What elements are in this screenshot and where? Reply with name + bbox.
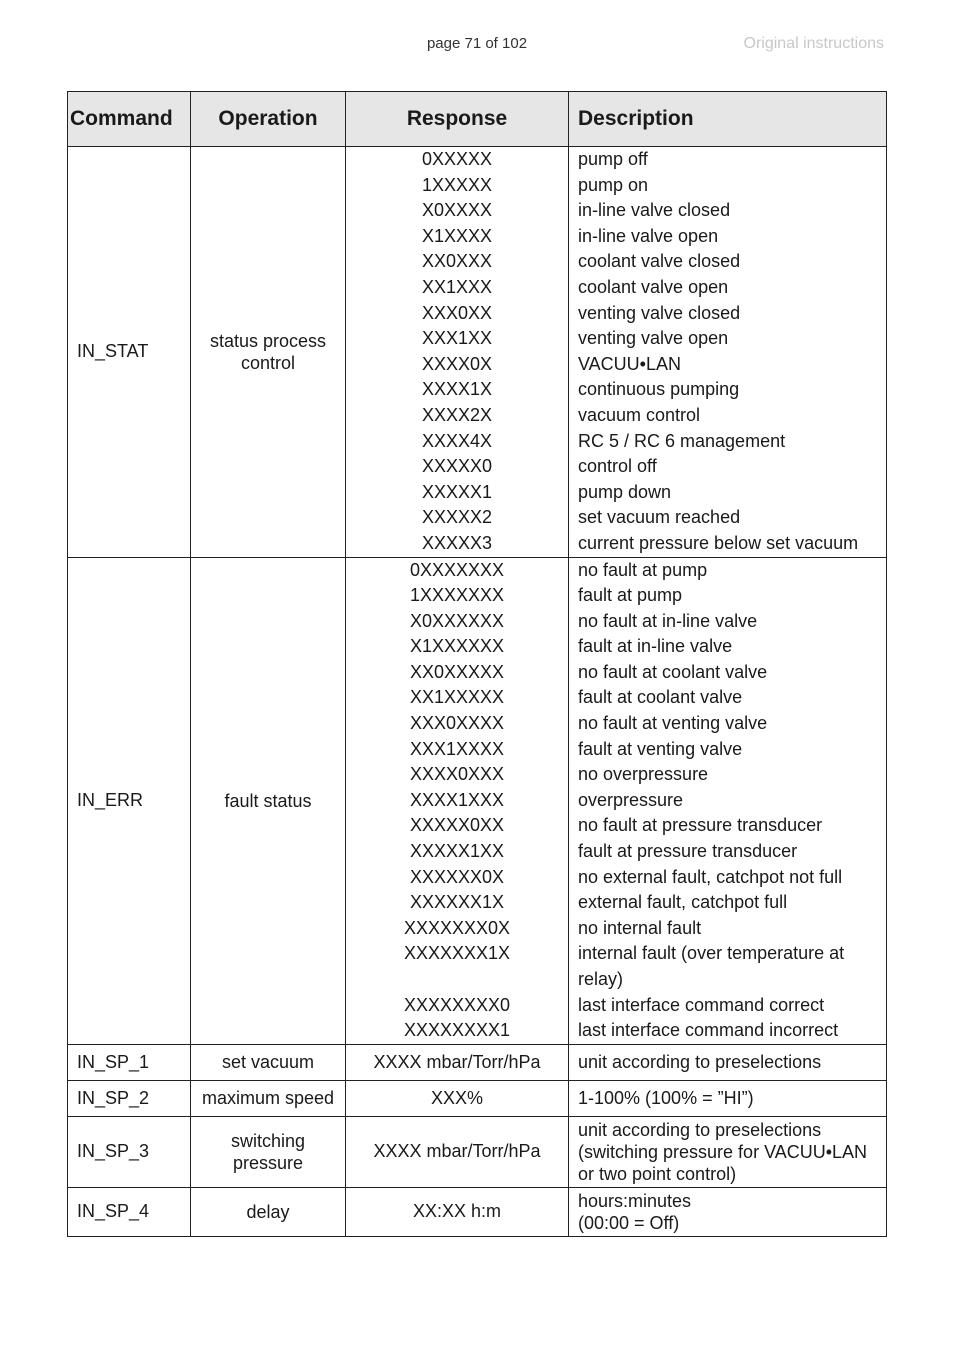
response-code: X0XXXXXX (409, 610, 505, 631)
operation-cell: delay (191, 1187, 346, 1236)
description-text: pump off (578, 149, 648, 169)
response-code: XX0XXX (421, 251, 493, 272)
response-code: 1XXXXX (421, 174, 493, 195)
operation-cell: fault status (191, 557, 346, 1044)
description-cell: 1-100% (100% = ”HI”) (569, 1080, 887, 1116)
response-code: XX1XXXXX (409, 687, 505, 708)
response-code: XXXXXXX1X (403, 943, 511, 964)
command-cell: IN_SP_2 (68, 1080, 191, 1116)
page-header (0, 35, 954, 55)
command-cell: IN_SP_1 (68, 1044, 191, 1080)
description-text: no internal fault (578, 917, 702, 938)
description-text: in-line valve closed (578, 200, 731, 221)
command-cell: IN_ERR (68, 557, 191, 1044)
table-row-in-err (68, 557, 887, 1044)
table-header-row (68, 92, 887, 147)
response-code: XX1XXX (421, 276, 493, 297)
response-code: XXXXXX0X (409, 866, 505, 887)
operation-cell: maximum speed (191, 1080, 346, 1116)
description-cell (569, 147, 887, 558)
description-text: no external fault, catchpot not full (578, 866, 843, 887)
page-number: page 71 of 102 (426, 35, 528, 52)
response-cell (346, 147, 569, 558)
description-text: coolant valve open (578, 276, 729, 297)
response-code: XXXXXXX0X (403, 917, 511, 938)
operation-text: status process control (209, 330, 327, 373)
response-code: XXXXXXXX0 (403, 994, 511, 1015)
description-text: fault at pressure transducer (578, 841, 798, 862)
column-header-description: Description (569, 92, 887, 147)
response-code: XXXXX1XX (409, 841, 505, 862)
column-header-operation: Operation (191, 92, 346, 147)
operation-cell (191, 147, 346, 558)
description-text: RC 5 / RC 6 management (578, 430, 786, 451)
response-code: XXXX4X (421, 430, 493, 451)
description-text: set vacuum reached (578, 507, 741, 528)
column-header-command: Command (68, 92, 191, 147)
response-code: XXXXX3 (421, 532, 493, 553)
description-text: pump on (578, 174, 649, 195)
response-cell: XX:XX h:m (346, 1187, 569, 1236)
response-code: XXXXX1 (421, 481, 493, 502)
column-header-response: Response (346, 92, 569, 147)
response-code: XXXXX0XX (409, 815, 505, 836)
response-code: 0XXXXX (421, 149, 493, 169)
response-cell: XXX% (346, 1080, 569, 1116)
table-row-in-sp-3 (68, 1116, 887, 1187)
response-code: XXXX2X (421, 404, 493, 425)
response-code: XXXX1X (421, 379, 493, 400)
description-text: pump down (578, 481, 672, 502)
description-text: (00:00 = Off) (578, 1212, 680, 1233)
response-code: 0XXXXXXX (409, 559, 505, 580)
response-code: XXXXX2 (421, 507, 493, 528)
description-text: no fault at venting valve (578, 713, 768, 734)
response-code: XXX1XXXX (409, 738, 505, 759)
command-table (67, 91, 887, 1237)
description-text: current pressure below set vacuum (578, 532, 859, 553)
description-text: control off (578, 456, 657, 477)
description-text: venting valve closed (578, 302, 741, 323)
response-code: X1XXXX (421, 225, 493, 246)
description-text: no fault at in-line valve (578, 610, 758, 631)
description-text: last interface command incorrect (578, 1020, 839, 1041)
document-label: Original instructions (743, 35, 884, 52)
description-text: no fault at coolant valve (578, 661, 768, 682)
response-code: XXXX1XXX (409, 789, 505, 810)
response-code: XXXXXX1X (409, 892, 505, 913)
table-row-in-sp-2 (68, 1080, 887, 1116)
table-row-in-sp-1 (68, 1044, 887, 1080)
response-code: 1XXXXXXX (409, 585, 505, 606)
description-text: internal fault (over temperature at relay) (578, 943, 845, 989)
response-code: XXXXXXXX1 (403, 1020, 511, 1041)
response-code: XXXX0X (421, 353, 493, 374)
description-text: VACUU•LAN (578, 353, 681, 374)
description-text: venting valve open (578, 328, 729, 349)
table-row-in-stat (68, 147, 887, 558)
description-text: external fault, catchpot full (578, 892, 788, 913)
table-row-in-sp-4 (68, 1187, 887, 1236)
operation-text: switching pressure (230, 1130, 306, 1173)
response-cell (346, 557, 569, 1044)
description-cell (569, 1116, 887, 1187)
response-code: XXXX0XXX (409, 764, 505, 785)
description-cell (569, 1187, 887, 1236)
response-code: X0XXXX (421, 200, 493, 221)
response-cell: XXXX mbar/Torr/hPa (346, 1044, 569, 1080)
response-code: XXX0XX (421, 302, 493, 323)
description-text: vacuum control (578, 404, 701, 425)
description-text: fault at pump (578, 585, 683, 606)
description-text: no fault at pump (578, 559, 708, 580)
description-cell: unit according to preselections (569, 1044, 887, 1080)
description-text: unit according to preselections (switching pressure for VACUU•LAN or two point control) (578, 1119, 868, 1184)
description-text: hours:minutes (578, 1190, 692, 1211)
response-code: X1XXXXXX (409, 636, 505, 657)
description-cell (569, 557, 887, 1044)
description-text: fault at venting valve (578, 738, 743, 759)
response-code: XX0XXXXX (409, 661, 505, 682)
description-text: no fault at pressure transducer (578, 815, 823, 836)
description-text: no overpressure (578, 764, 709, 785)
description-text: coolant valve closed (578, 251, 741, 272)
response-cell: XXXX mbar/Torr/hPa (346, 1116, 569, 1187)
response-code: XXX0XXXX (409, 713, 505, 734)
command-cell: IN_STAT (68, 147, 191, 558)
command-cell: IN_SP_4 (68, 1187, 191, 1236)
response-code: XXXXX0 (421, 456, 493, 477)
description-text: continuous pumping (578, 379, 740, 400)
command-cell: IN_SP_3 (68, 1116, 191, 1187)
operation-cell (191, 1116, 346, 1187)
description-text: overpressure (578, 789, 684, 810)
operation-cell: set vacuum (191, 1044, 346, 1080)
description-text: fault at in-line valve (578, 636, 733, 657)
description-text: fault at coolant valve (578, 687, 743, 708)
description-text: in-line valve open (578, 225, 719, 246)
description-text: last interface command correct (578, 994, 825, 1015)
response-code: XXX1XX (421, 328, 493, 349)
